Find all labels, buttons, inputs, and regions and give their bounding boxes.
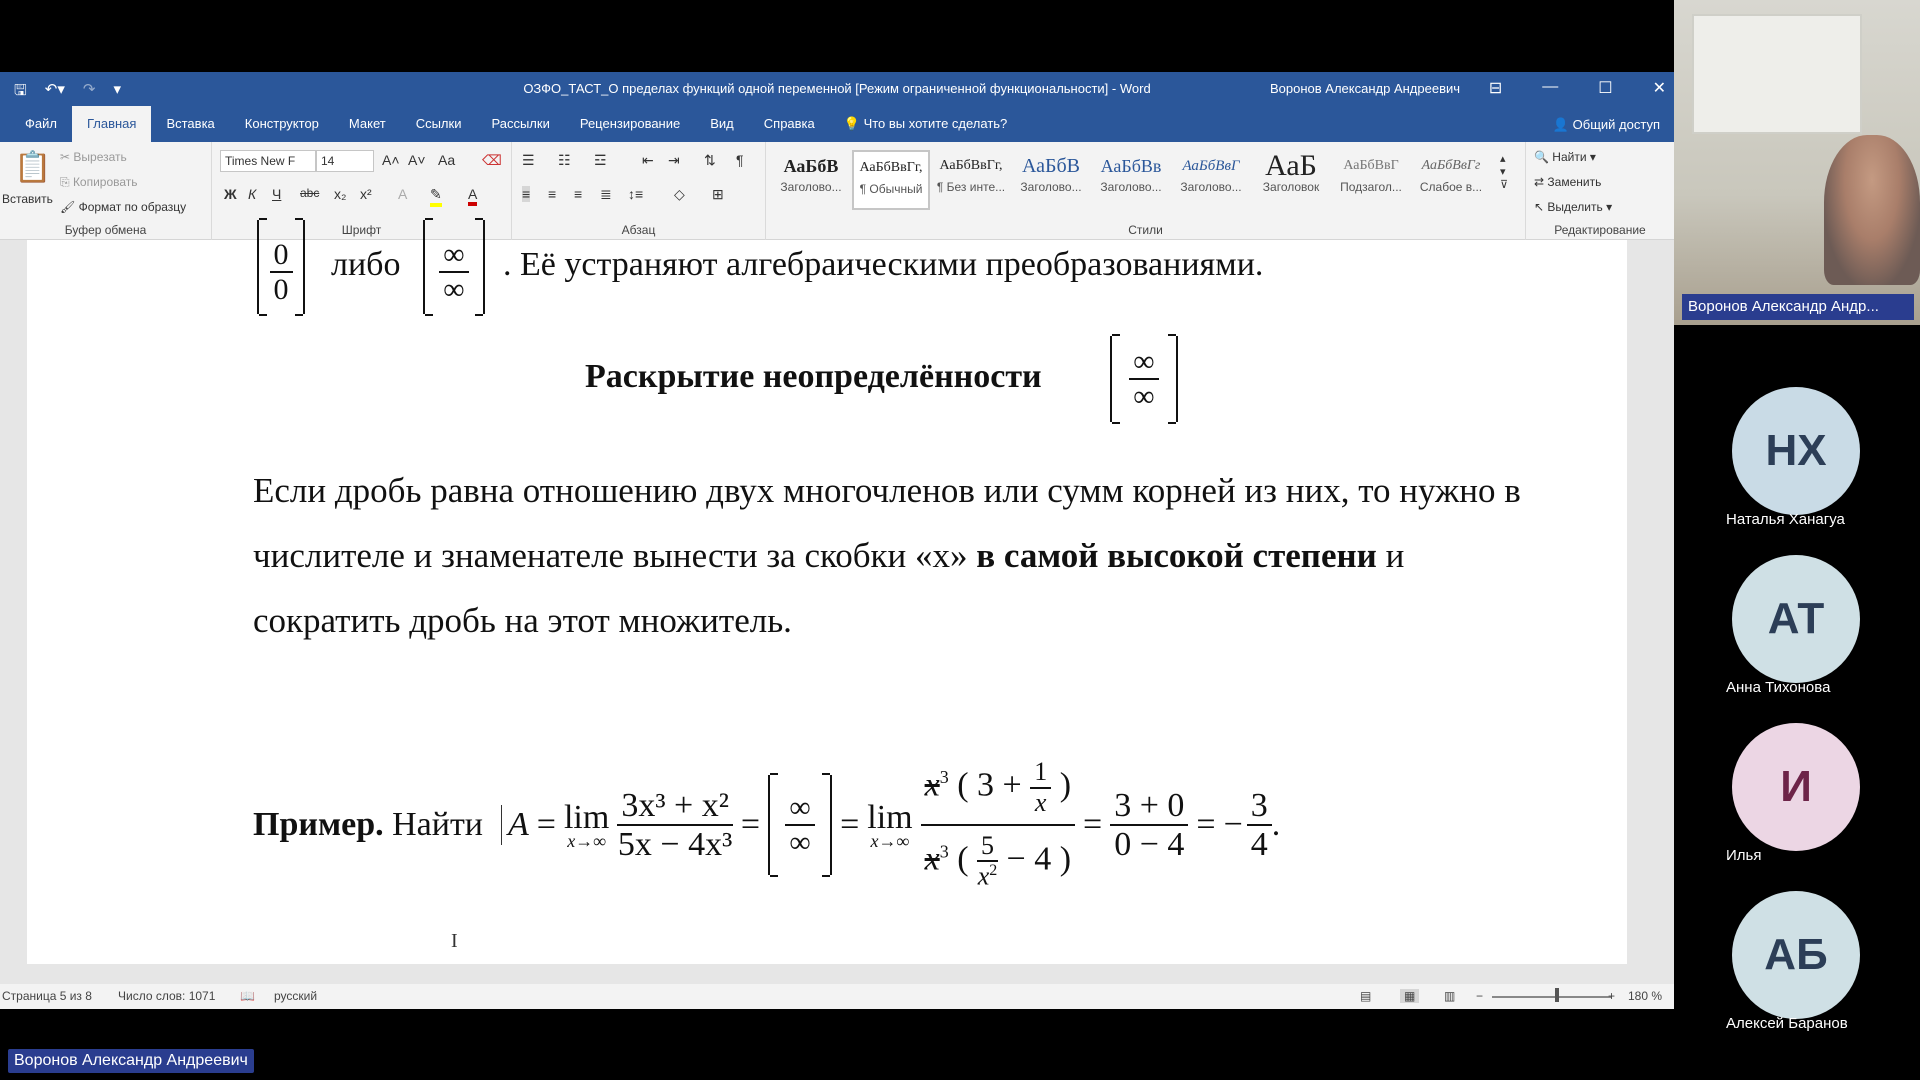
save-icon[interactable]: 🖫 <box>14 82 27 99</box>
avatar: АТ <box>1732 555 1860 683</box>
page-count[interactable]: Страница 5 из 8 <box>2 989 92 1003</box>
sort-icon[interactable]: ⇅ <box>704 152 716 168</box>
person-icon: 👤 <box>1552 117 1573 132</box>
tab-home[interactable]: Главная <box>72 106 151 142</box>
bold-icon[interactable]: Ж <box>224 186 237 202</box>
style-heading-1[interactable] <box>772 150 850 210</box>
align-center-icon[interactable]: ≡ <box>548 186 557 202</box>
paste-button[interactable]: Вставить <box>2 192 53 206</box>
style-preview: АаБбВвГ <box>1182 158 1240 174</box>
paragraph-bold-text: в самой высокой степени <box>976 536 1377 575</box>
clipboard-group <box>0 142 212 240</box>
tab-mailings[interactable]: Рассылки <box>491 116 550 131</box>
zoom-out-icon[interactable]: − <box>1476 989 1484 1003</box>
grow-font-icon[interactable]: A˄ <box>382 152 400 168</box>
web-layout-icon[interactable]: ▥ <box>1444 989 1456 1003</box>
font-name-select[interactable]: Times New F <box>220 150 316 172</box>
increase-indent-icon[interactable]: ⇥ <box>668 152 680 168</box>
speaker-video <box>1674 0 1920 325</box>
styles-scroll-icon[interactable]: ▴ ▾ ⊽ <box>1500 153 1509 191</box>
format-painter-button[interactable]: 🖌 Формат по образцу <box>60 200 187 214</box>
ribbon <box>0 142 1674 240</box>
inf-denominator: ∞ <box>443 273 465 306</box>
tab-layout[interactable]: Макет <box>348 116 386 131</box>
proofing-icon[interactable]: 📖 <box>240 989 255 1003</box>
copy-label: Копировать <box>72 175 138 189</box>
account-name[interactable]: Воронов Александр Андреевич <box>1270 81 1461 96</box>
either-word: либо <box>331 246 401 283</box>
explanation-paragraph <box>253 458 1543 653</box>
style-preview: АаБбВ <box>783 156 839 176</box>
avatar: И <box>1732 723 1860 851</box>
select-label: Выделить <box>1547 200 1603 214</box>
title-bar <box>0 72 1674 106</box>
lim-word-2: lim <box>867 798 913 836</box>
paragraph-text-1: Если дробь равна отношению двух многочленов или сумм корней из них, то нужно в числителе и знаменателе вынести за скобки «х» <box>253 471 1521 575</box>
tab-view[interactable]: Вид <box>710 116 734 131</box>
numerator-substituted: 3 + 0 <box>1110 787 1188 826</box>
style-name: Заголово... <box>1180 180 1242 194</box>
participant-name: Наталья Ханагуа <box>1726 511 1845 528</box>
style-preview: АаБбВв <box>1100 156 1162 176</box>
participant-name: Илья <box>1726 847 1762 864</box>
zoom-level[interactable]: 180 % <box>1628 989 1663 1003</box>
decrease-indent-icon[interactable]: ⇤ <box>642 152 654 168</box>
inf-numerator: ∞ <box>439 238 468 273</box>
tab-design[interactable]: Конструктор <box>244 116 319 131</box>
style-name: ¶ Без инте... <box>936 180 1006 194</box>
window-controls <box>1489 78 1666 98</box>
lightbulb-icon: 💡 <box>843 116 864 131</box>
align-left-icon[interactable]: ≡ <box>522 186 531 202</box>
speaker-figure <box>1824 135 1920 285</box>
paragraph-label: Абзац <box>621 223 656 237</box>
participant-tile[interactable] <box>1674 891 1920 1059</box>
numbering-icon[interactable]: ☷ <box>558 152 571 168</box>
find-button[interactable]: 🔍 Найти ▾ <box>1534 150 1596 164</box>
underline-icon[interactable]: Ч <box>272 186 282 202</box>
tab-file[interactable]: Файл <box>25 116 57 131</box>
justify-icon[interactable]: ≣ <box>600 186 612 202</box>
style-preview: АаБбВвГг <box>1421 158 1481 173</box>
styles-group <box>766 142 1526 240</box>
word-count[interactable]: Число слов: 1071 <box>118 989 216 1003</box>
var-a: A <box>508 806 529 843</box>
example-formula: Пример. Найти A = lim x→∞ $\frac{\text{3x³ + x²}}{\text{5x − 4x³}}$ = $\frac{\infty}{\infty}$ = lim x→∞ $x^3$ ( 3 + $\frac{1}{x}$ ) $x^3$ ( $\frac{5}{x^2}$ − 4 ) = $\frac{3 + 0}{0 - 4}$ = − $\frac{3}{4}$ . <box>253 757 1281 891</box>
numerator-factored: $x^3$ ( 3 + $\frac{1}{x}$ ) <box>921 758 1075 825</box>
result-numerator: 3 <box>1247 787 1272 826</box>
fraction-factored <box>921 758 1075 891</box>
paragraph-text-2: и сократить дробь на этот множитель. <box>253 536 1405 640</box>
format-painter-label: Формат по образцу <box>78 200 187 214</box>
copy-button[interactable]: ⎘ Копировать <box>60 175 138 189</box>
font-label: Шрифт <box>341 223 382 237</box>
avatar: НХ <box>1732 387 1860 515</box>
fraction-original <box>617 787 733 864</box>
ribbon-display-icon[interactable]: ⊟ <box>1488 80 1503 97</box>
print-layout-icon[interactable]: ▦ <box>1400 989 1419 1003</box>
ribbon-tabs <box>0 106 1674 142</box>
zero-denominator: 0 <box>273 273 289 306</box>
fraction-result <box>1247 787 1272 864</box>
status-bar <box>0 984 1674 1009</box>
numerator-original: 3x³ + x² <box>617 787 733 826</box>
clear-formatting-icon[interactable]: ⌫ <box>482 152 502 168</box>
quick-access-toolbar <box>14 80 121 105</box>
tab-insert[interactable]: Вставка <box>166 116 215 131</box>
style-name: Заголово... <box>1020 180 1082 194</box>
mouse-ibeam-icon: I <box>451 930 458 952</box>
tell-me-label: Что вы хотите сделать? <box>863 116 1008 131</box>
section-heading: Раскрытие неопределённости <box>585 358 1042 395</box>
tab-help[interactable]: Справка <box>763 116 815 131</box>
participant-tile[interactable] <box>1674 387 1920 555</box>
cut-label: Вырезать <box>73 150 127 164</box>
undo-icon[interactable]: ↶▾ <box>44 81 65 98</box>
denominator-factored: $x^3$ ( $\frac{5}{x^2}$ − 4 ) <box>924 830 1072 891</box>
participant-tile[interactable] <box>1674 723 1920 891</box>
style-no-spacing[interactable] <box>932 150 1010 210</box>
style-preview: АаБбВвГ <box>1343 158 1399 173</box>
document-page[interactable] <box>27 240 1627 964</box>
bracket-inf-over-inf-example <box>768 775 832 875</box>
lim-2 <box>867 799 912 852</box>
lim-1 <box>564 799 609 852</box>
tab-review[interactable]: Рецензирование <box>579 116 681 131</box>
speaker-name: Воронов Александр Андр... <box>1682 294 1914 320</box>
participant-name: Анна Тихонова <box>1726 679 1831 696</box>
document-area[interactable] <box>0 240 1674 984</box>
zero-numerator: 0 <box>270 238 293 273</box>
text-effects-icon[interactable]: A <box>398 186 408 202</box>
zoom-in-icon[interactable]: + <box>1608 989 1616 1003</box>
example-inf-numerator: ∞ <box>785 791 814 826</box>
shading-icon[interactable]: ◇ <box>674 186 685 202</box>
minimize-icon[interactable]: — <box>1542 78 1559 95</box>
style-name: Подзагол... <box>1340 180 1402 194</box>
example-inf-denominator: ∞ <box>789 826 811 859</box>
word-window <box>0 72 1674 1009</box>
video-whiteboard <box>1692 14 1862 134</box>
style-preview: АаБбВ <box>1021 155 1081 177</box>
style-subtitle[interactable] <box>1332 150 1410 210</box>
lim-subscript: x→∞ <box>567 830 607 851</box>
lim-word: lim <box>563 798 610 836</box>
tell-me-box[interactable] <box>844 116 1008 132</box>
align-right-icon[interactable]: ≡ <box>574 186 583 202</box>
pilcrow-icon[interactable]: ¶ <box>736 152 744 168</box>
top-line-text: . Её устраняют алгебраическими преобразованиями. <box>503 246 1264 283</box>
style-preview: АаБбВвГг, <box>859 160 923 175</box>
style-title[interactable] <box>1252 150 1330 210</box>
style-name: Заголово... <box>780 180 842 194</box>
screen-share-owner-label: Воронов Александр Андреевич <box>8 1049 254 1073</box>
font-color-icon[interactable]: A <box>468 186 477 206</box>
line-spacing-icon[interactable]: ↕≡ <box>628 186 644 202</box>
example-find-word: Найти <box>392 806 484 843</box>
highlight-icon[interactable]: ✎ <box>430 186 442 207</box>
superscript-icon[interactable]: x² <box>360 186 372 202</box>
editing-label: Редактирование <box>1554 223 1646 237</box>
style-name: Слабое в... <box>1419 180 1483 194</box>
customize-qat-icon[interactable]: ▾ <box>113 81 121 98</box>
maximize-icon[interactable]: ☐ <box>1598 80 1613 97</box>
window-title: ОЗФО_ТАСТ_О пределах функций одной переменной [Режим ограниченной функциональности] - Word <box>523 81 1151 96</box>
bracket-inf-over-inf-heading <box>1110 336 1178 422</box>
heading-inf-numerator: ∞ <box>1129 345 1158 380</box>
replace-label: Заменить <box>1547 175 1602 189</box>
style-heading-2[interactable] <box>1012 150 1090 210</box>
share-label: Общий доступ <box>1572 117 1660 132</box>
bracket-inf-over-inf-top <box>423 220 485 314</box>
denominator-substituted: 0 − 4 <box>1114 826 1185 863</box>
style-name: Заголово... <box>1100 180 1162 194</box>
text-cursor <box>501 805 502 845</box>
style-normal[interactable] <box>852 150 930 210</box>
editing-group <box>1526 142 1674 240</box>
style-name: ¶ Обычный <box>859 182 923 196</box>
style-heading-3[interactable] <box>1092 150 1170 210</box>
change-case-button[interactable]: Aa <box>438 152 456 168</box>
read-mode-icon[interactable]: ▤ <box>1360 989 1372 1003</box>
bullets-icon[interactable]: ☰ <box>522 152 535 168</box>
result-denominator: 4 <box>1250 826 1268 863</box>
bracket-zero-over-zero <box>257 220 305 314</box>
borders-icon[interactable]: ⊞ <box>712 186 724 202</box>
paste-icon[interactable]: 📋 <box>14 151 52 184</box>
style-name: Заголовок <box>1262 180 1320 194</box>
language-indicator[interactable]: русский <box>274 989 318 1003</box>
shrink-font-icon[interactable]: A˅ <box>408 152 426 168</box>
lim-subscript-2: x→∞ <box>870 830 910 851</box>
example-label: Пример. <box>253 806 384 843</box>
avatar: АБ <box>1732 891 1860 1019</box>
styles-label: Стили <box>1128 223 1163 237</box>
style-subtle-emphasis[interactable] <box>1412 150 1490 210</box>
find-label: Найти <box>1552 150 1587 164</box>
redo-icon[interactable]: ↷ <box>82 81 96 98</box>
subscript-icon[interactable]: x₂ <box>334 186 347 202</box>
italic-icon[interactable]: К <box>248 186 257 202</box>
style-heading-4[interactable] <box>1172 150 1250 210</box>
participant-name: Алексей Баранов <box>1726 1015 1848 1032</box>
tab-references[interactable]: Ссылки <box>415 116 462 131</box>
font-size-select[interactable]: 14 <box>316 150 374 172</box>
replace-button[interactable]: ⇄ Заменить <box>1534 175 1602 189</box>
strikethrough-icon[interactable]: abc <box>300 186 320 200</box>
multilevel-list-icon[interactable]: ☲ <box>594 152 607 168</box>
zoom-slider-thumb[interactable] <box>1555 988 1559 1002</box>
close-icon[interactable]: ✕ <box>1652 80 1666 97</box>
heading-inf-denominator: ∞ <box>1133 380 1155 413</box>
style-preview: АаБбВвГг, <box>939 158 1003 173</box>
fraction-substituted <box>1110 787 1188 864</box>
cut-button[interactable]: ✂ Вырезать <box>60 150 127 164</box>
clipboard-label: Буфер обмена <box>64 223 147 237</box>
select-button[interactable]: ↖ Выделить ▾ <box>1534 200 1613 214</box>
zoom-slider[interactable] <box>1492 996 1612 998</box>
share-button[interactable] <box>1553 117 1660 133</box>
style-preview: АаБ <box>1265 149 1317 182</box>
participant-tile[interactable] <box>1674 555 1920 723</box>
denominator-original: 5x − 4x³ <box>617 826 733 863</box>
paragraph-group <box>512 142 766 240</box>
